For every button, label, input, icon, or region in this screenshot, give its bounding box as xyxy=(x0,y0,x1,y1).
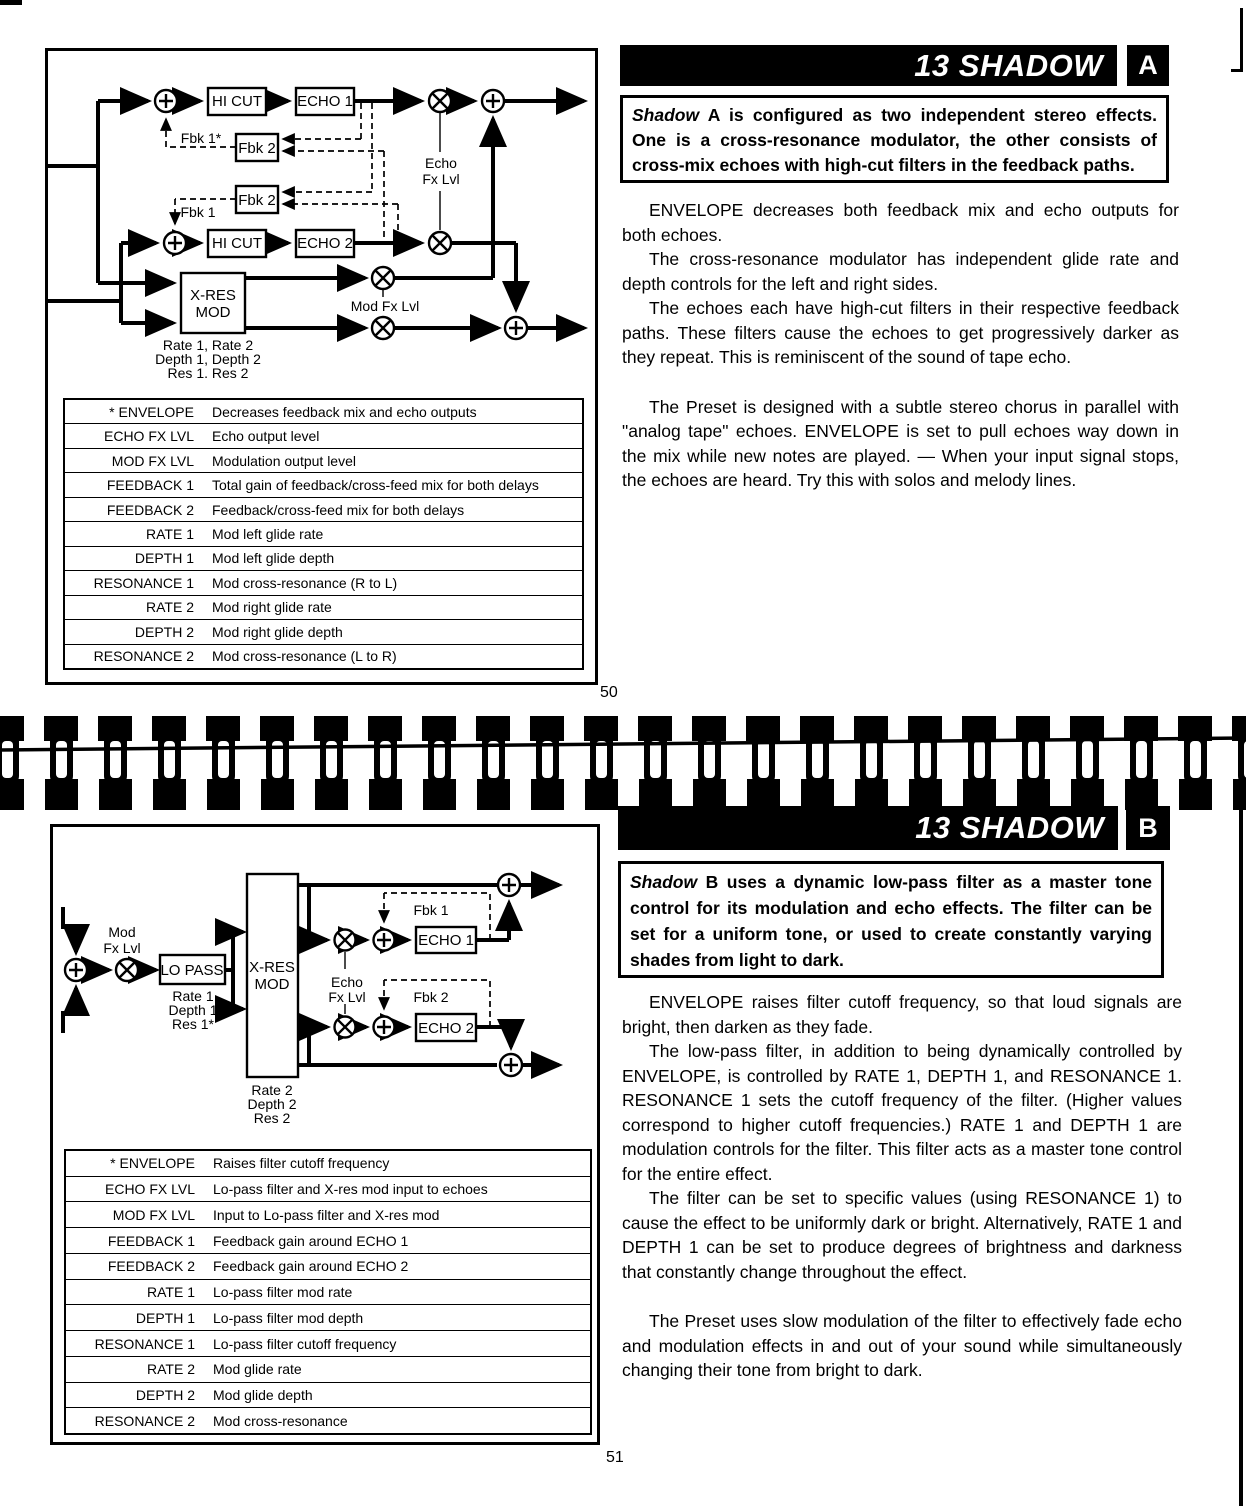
param-name: FEEDBACK 1 xyxy=(107,1232,195,1249)
label-fbk1: Fbk 1 xyxy=(413,902,449,918)
label-xres-params-3: Res 1. Res 2 xyxy=(167,365,249,381)
intro-box-b xyxy=(618,861,1164,978)
paragraph: The cross-resonance modulator has independent glide rate and depth controls for the left and right sides. xyxy=(622,249,1179,294)
paragraph: The Preset uses slow modulation of the filter to effectively fade echo and modulation effects in and out of your sound while simultaneously changing their tone from bright to dark. xyxy=(622,1311,1182,1380)
param-name: DEPTH 2 xyxy=(135,1386,195,1403)
intro-text: B uses a dynamic low-pass filter as a master tone control for its modulation and echo effects. The filter can be set for a uniform tone, or used to create constantly varying shades from light to dark. xyxy=(630,872,1152,970)
table-row xyxy=(65,620,582,644)
param-desc: Lo-pass filter mod rate xyxy=(213,1284,353,1301)
body-text-a xyxy=(622,198,1179,493)
table-row xyxy=(65,522,582,546)
param-name: RATE 1 xyxy=(147,1284,195,1301)
block-label-xres-2: MOD xyxy=(195,304,231,321)
intro-lead-word: Shadow xyxy=(632,105,700,125)
block-label-xres-1: X-RES xyxy=(190,287,236,304)
param-desc: Lo-pass filter mod depth xyxy=(213,1309,364,1326)
table-row xyxy=(66,1151,590,1177)
param-desc: Mod left glide rate xyxy=(212,525,324,542)
param-desc: Total gain of feedback/cross-feed mix for both delays xyxy=(212,477,539,494)
table-row xyxy=(65,498,582,522)
table-row xyxy=(65,571,582,595)
param-desc: Mod right glide rate xyxy=(212,599,332,616)
table-row xyxy=(65,547,582,571)
param-name: FEEDBACK 1 xyxy=(106,477,194,494)
section-badge-a: A xyxy=(1127,45,1169,86)
param-name: FEEDBACK 2 xyxy=(107,1258,195,1275)
label-lp-params-3: Res 1* xyxy=(171,1016,215,1032)
table-row xyxy=(66,1305,590,1331)
param-name: RESONANCE 2 xyxy=(93,648,194,665)
param-desc: Lo-pass filter and X-res mod input to echoes xyxy=(213,1181,488,1198)
paragraph: The low-pass filter, in addition to being dynamically controlled by ENVELOPE, is controlled by RATE 1, DEPTH 1, and RESONANCE 1. RESONANCE 1 sets the cutoff frequency of the filter. (Higher values correspond to higher cutoff frequencies.) RATE 1 and DEPTH 1 are modulation controls for the filter. This filter acts as a master tone control for the entire effect. xyxy=(622,1041,1182,1184)
label-mod-fx-2: Fx Lvl xyxy=(103,940,141,956)
diagram-frame-b xyxy=(50,824,600,1445)
section-header-b xyxy=(618,806,1118,850)
table-row xyxy=(66,1228,590,1254)
table-row xyxy=(66,1357,590,1383)
block-label-hi-cut-1: HI CUT xyxy=(212,93,262,110)
param-name: ECHO FX LVL xyxy=(104,428,194,445)
param-desc: Feedback/cross-feed mix for both delays xyxy=(212,501,465,518)
param-name: DEPTH 1 xyxy=(134,550,194,567)
intro-text: A is configured as two independent stereo effects. One is a cross-resonance modulator, the other consists of cross-mix echoes with high-cut filters in the feedback paths. xyxy=(632,105,1157,175)
scan-edge-mark xyxy=(1240,8,1243,72)
table-row xyxy=(66,1254,590,1280)
table-row xyxy=(65,424,582,448)
paragraph: The filter can be set to specific values (using RESONANCE 1) to cause the effect to be uniformly dark or bright. Alternatively, RATE 1 and DEPTH 1 can be set to produce degrees of brightness and darkness that constantly change throughout the effect. xyxy=(622,1188,1182,1282)
section-title: 13 SHADOW xyxy=(914,47,1103,83)
label-xres-params-1: Rate 2 xyxy=(251,1082,293,1098)
param-name: DEPTH 2 xyxy=(134,623,194,640)
parameter-table-b xyxy=(64,1149,592,1435)
param-desc: Modulation output level xyxy=(212,452,356,469)
table-row xyxy=(65,645,582,668)
label-mod-fx-1: Mod xyxy=(108,924,136,940)
scan-edge-mark xyxy=(1231,69,1243,72)
table-row xyxy=(66,1280,590,1306)
label-xres-params-2: Depth 1, Depth 2 xyxy=(155,351,261,367)
label-fbk1-star: Fbk 1* xyxy=(180,130,222,146)
param-desc: Feedback gain around ECHO 2 xyxy=(213,1258,409,1275)
param-name: RESONANCE 2 xyxy=(94,1412,195,1429)
label-xres-params-2: Depth 2 xyxy=(247,1096,297,1112)
label-lp-params-2: Depth 1 xyxy=(168,1002,218,1018)
page-number-51: 51 xyxy=(606,1449,624,1466)
block-diagram-shadow-a xyxy=(48,51,595,392)
block-label-lo-pass: LO PASS xyxy=(160,962,224,979)
param-name: * ENVELOPE xyxy=(109,403,194,420)
paragraph: The Preset is designed with a subtle stereo chorus in parallel with "analog tape" echoes. ENVELOPE is set to pull echoes way down in the mix while new notes are played. — When your input signal stops, the echoes are heard. Try this with solos and melody lines. xyxy=(622,396,1179,490)
label-echo-fx-2: Fx Lvl xyxy=(328,989,366,1005)
label-echo-fx-1: Echo xyxy=(425,155,457,171)
param-name: RATE 2 xyxy=(147,1361,195,1378)
label-fbk1: Fbk 1 xyxy=(180,204,216,220)
block-diagram-shadow-b xyxy=(53,827,597,1145)
param-name: RESONANCE 1 xyxy=(94,1335,195,1352)
param-desc: Mod right glide depth xyxy=(212,623,343,640)
scan-edge-mark xyxy=(0,0,22,5)
block-label-echo-2: ECHO 2 xyxy=(418,1020,474,1037)
label-xres-params-1: Rate 1, Rate 2 xyxy=(162,337,254,353)
param-name: RATE 1 xyxy=(146,525,194,542)
param-desc: Input to Lo-pass filter and X-res mod xyxy=(213,1206,440,1223)
label-lp-params-1: Rate 1 xyxy=(172,988,214,1004)
diagram-frame-a xyxy=(45,48,598,685)
param-desc: Feedback gain around ECHO 1 xyxy=(213,1232,409,1249)
label-echo-fx-2: Fx Lvl xyxy=(422,171,460,187)
param-name: FEEDBACK 2 xyxy=(106,501,194,518)
table-row xyxy=(66,1177,590,1203)
block-label-echo-2: ECHO 2 xyxy=(297,235,353,252)
param-name: ECHO FX LVL xyxy=(105,1181,195,1198)
param-name: * ENVELOPE xyxy=(110,1155,195,1172)
block-label-xres-1: X-RES xyxy=(249,959,295,976)
param-desc: Mod glide rate xyxy=(213,1361,302,1378)
table-row xyxy=(65,400,582,424)
paragraph: ENVELOPE decreases both feedback mix and echo outputs for both echoes. xyxy=(622,200,1179,245)
block-label-hi-cut-2: HI CUT xyxy=(212,235,262,252)
label-xres-params-3: Res 2 xyxy=(253,1110,291,1126)
param-desc: Mod cross-resonance (R to L) xyxy=(212,574,398,591)
binding-wire xyxy=(0,738,1246,750)
param-name: DEPTH 1 xyxy=(135,1309,195,1326)
param-desc: Mod glide depth xyxy=(213,1386,313,1403)
param-desc: Decreases feedback mix and echo outputs xyxy=(212,403,477,420)
param-desc: Mod left glide depth xyxy=(212,550,335,567)
param-name: MOD FX LVL xyxy=(112,1206,195,1223)
param-desc: Mod cross-resonance xyxy=(213,1412,348,1429)
block-label-echo-1: ECHO 1 xyxy=(297,93,353,110)
table-row xyxy=(66,1331,590,1357)
label-mod-fx: Mod Fx Lvl xyxy=(350,298,420,314)
param-name: MOD FX LVL xyxy=(111,452,194,469)
label-fbk2: Fbk 2 xyxy=(413,989,449,1005)
table-row xyxy=(65,473,582,497)
section-header-a xyxy=(620,45,1117,86)
param-name: RESONANCE 1 xyxy=(93,574,194,591)
block-label-fbk2-lower: Fbk 2 xyxy=(238,192,276,209)
table-row xyxy=(66,1383,590,1409)
paragraph: The echoes each have high-cut filters in their respective feedback paths. These filters cause the echoes to get progressively darker as they repeat. This is reminiscent of the sound of tape echo. xyxy=(622,298,1179,367)
intro-box-a xyxy=(620,95,1169,183)
param-desc: Lo-pass filter cutoff frequency xyxy=(213,1335,397,1352)
table-row xyxy=(66,1202,590,1228)
table-row xyxy=(66,1408,590,1433)
label-echo-fx-1: Echo xyxy=(331,974,363,990)
table-row xyxy=(65,596,582,620)
block-label-echo-1: ECHO 1 xyxy=(418,932,474,949)
table-row xyxy=(65,449,582,473)
param-name: RATE 2 xyxy=(146,599,194,616)
scan-edge-mark xyxy=(1239,716,1243,1506)
page-number-50: 50 xyxy=(600,684,618,701)
block-label-fbk2-upper: Fbk 2 xyxy=(238,140,276,157)
param-desc: Raises filter cutoff frequency xyxy=(213,1155,390,1172)
intro-lead-word: Shadow xyxy=(630,872,698,892)
spiral-binding xyxy=(0,712,1246,814)
param-desc: Mod cross-resonance (L to R) xyxy=(212,648,397,665)
section-badge-b: B xyxy=(1126,806,1170,850)
paragraph: ENVELOPE raises filter cutoff frequency, so that loud signals are bright, then darken as they fade. xyxy=(622,992,1182,1037)
parameter-table-a xyxy=(63,398,584,670)
body-text-b xyxy=(622,990,1182,1383)
section-title: 13 SHADOW xyxy=(915,810,1104,845)
block-label-xres-2: MOD xyxy=(254,976,290,993)
param-desc: Echo output level xyxy=(212,428,320,445)
